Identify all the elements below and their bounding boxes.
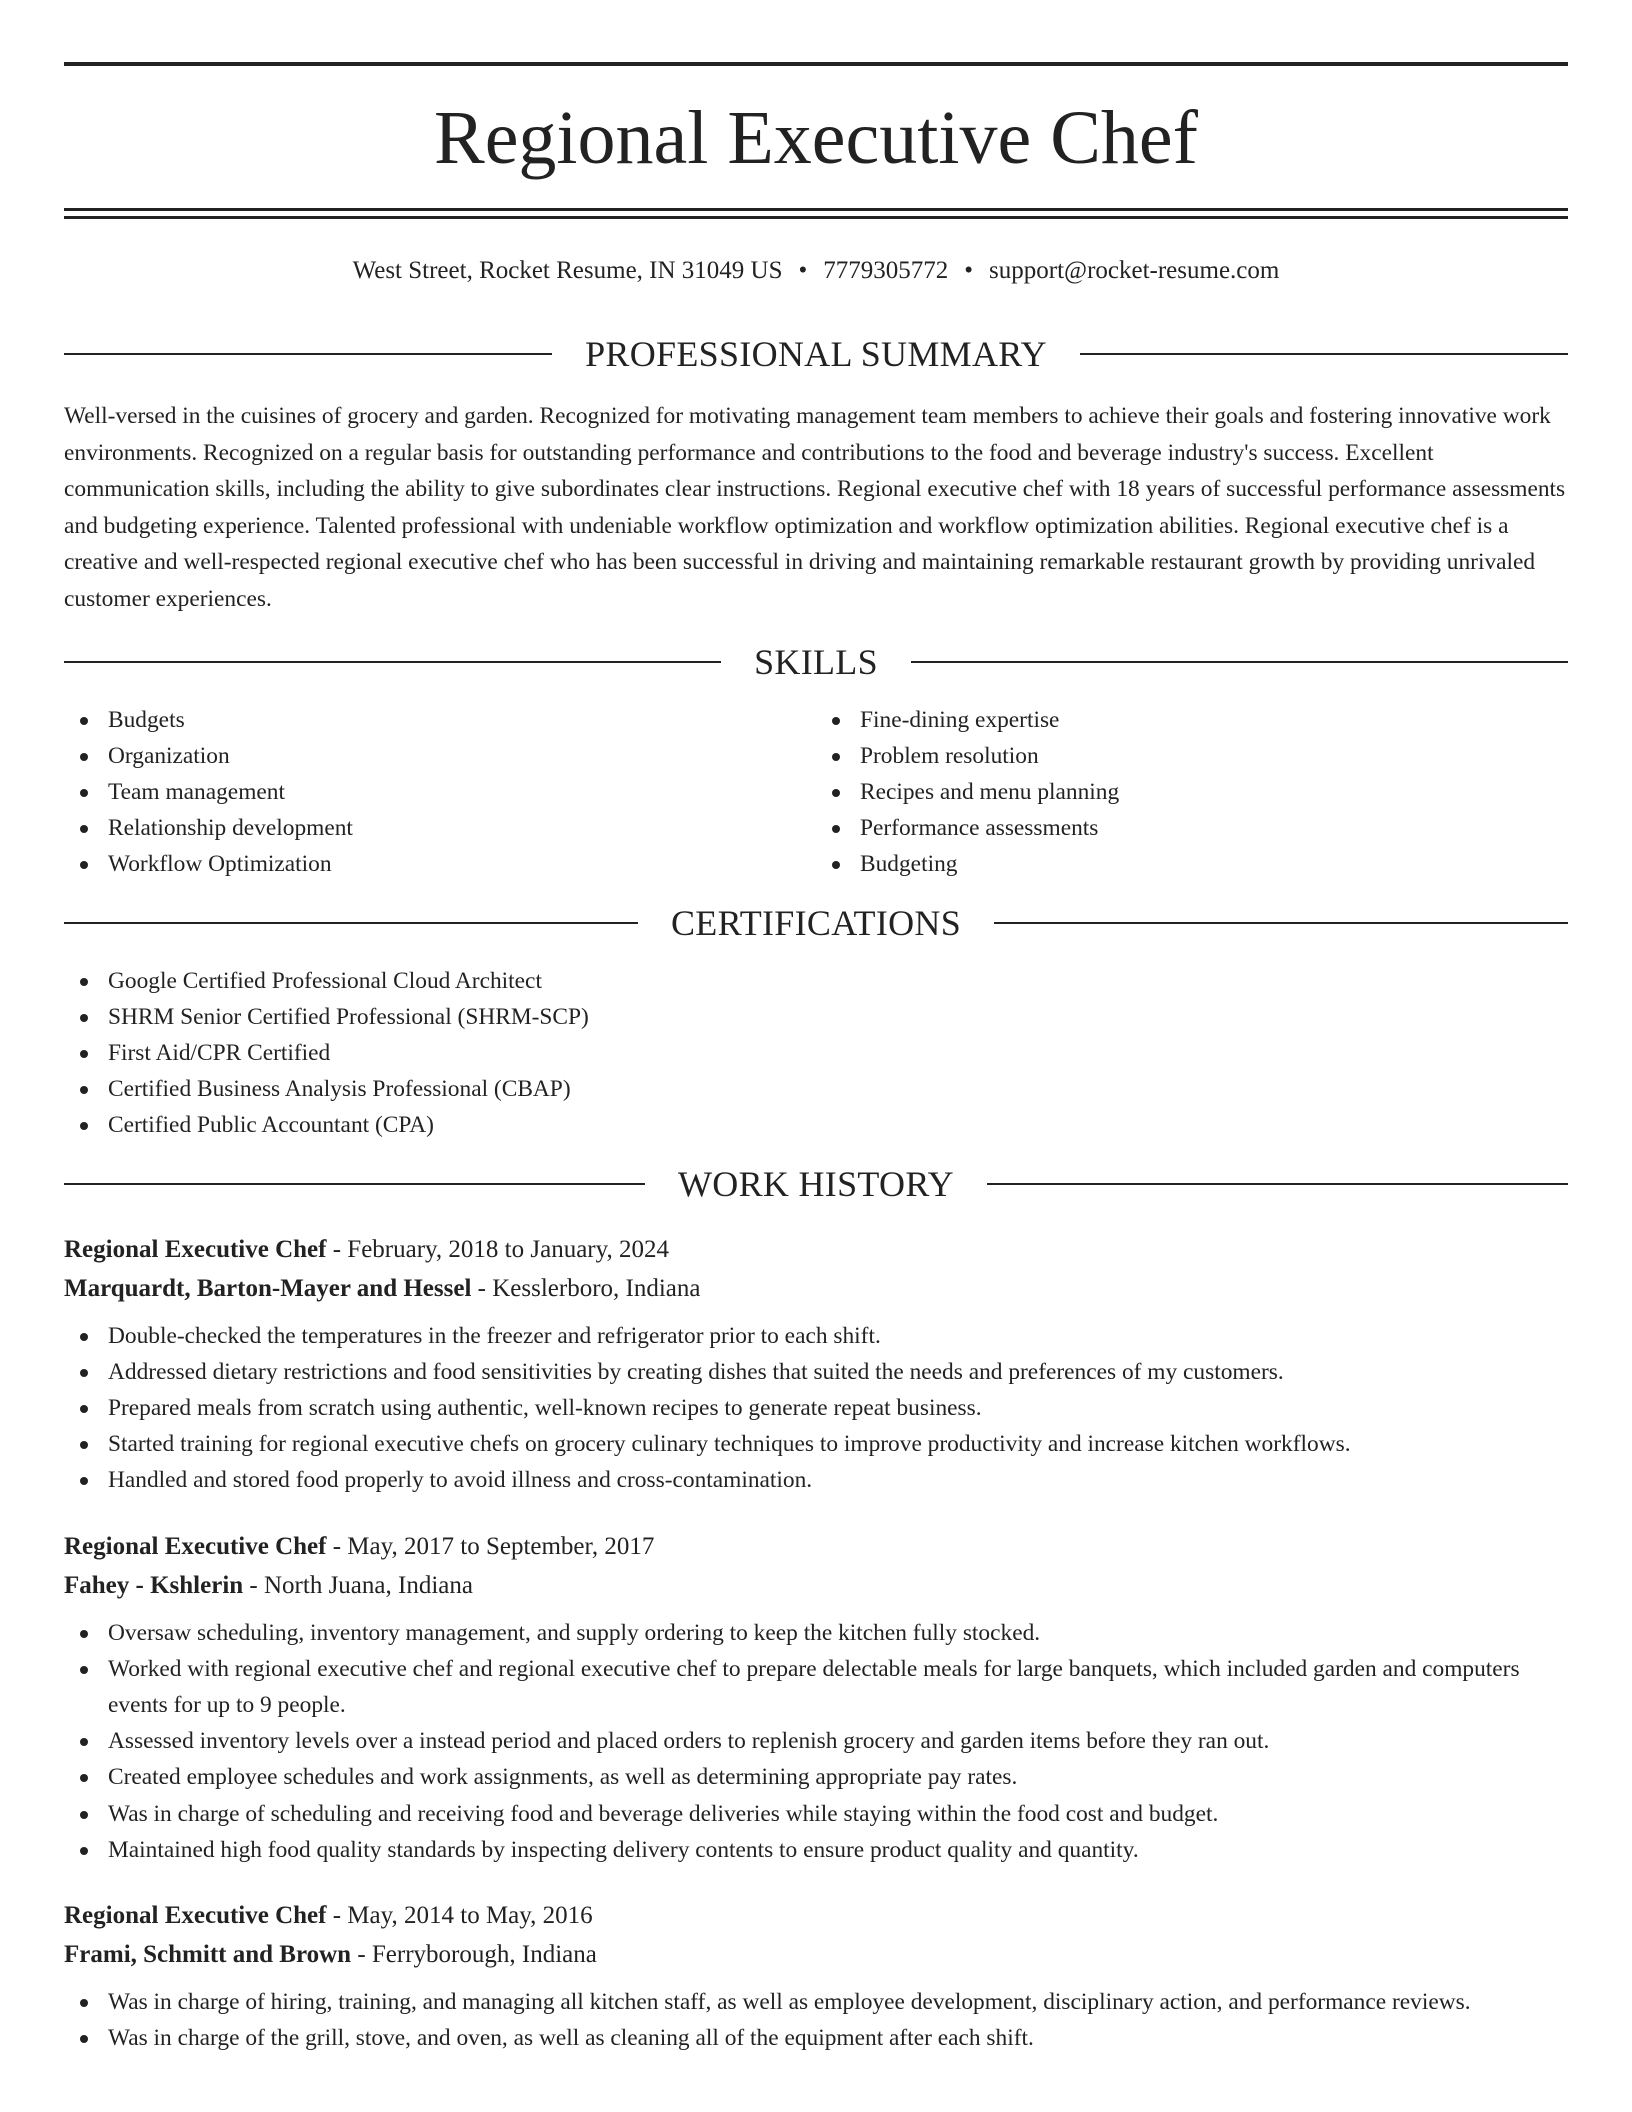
job-title-line [64,1527,1568,1566]
contact-address: West Street, Rocket Resume, IN 31049 US [352,257,783,284]
job-company-line [64,1566,1568,1605]
job-entry [64,1527,1568,1868]
job-duty-item: Double-checked the temperatures in the freezer and refrigerator prior to each shift. [64,1318,1568,1354]
job-company: Fahey - Kshlerin [64,1571,244,1599]
job-duty-item: Handled and stored food properly to avoid illness and cross-contamination. [64,1462,1568,1498]
job-duty-item: Worked with regional executive chef and regional executive chef to prepare delectable meals for large banquets, which included garden and computers events for up to 9 people. [64,1651,1568,1723]
job-title-line [64,1230,1568,1269]
section-rule [911,661,1568,663]
header-rule-double-upper [64,208,1568,211]
job-role: Regional Executive Chef [64,1902,327,1930]
contact-email: support@rocket-resume.com [989,257,1280,284]
section-header-summary [64,326,1568,382]
skills-column-right [816,702,1568,883]
skill-item: Organization [64,738,816,774]
job-duty-item: Was in charge of the grill, stove, and oven, as well as cleaning all of the equipment after each shift. [64,2020,1568,2056]
job-duty-item: Prepared meals from scratch using authentic, well-known recipes to generate repeat business. [64,1390,1568,1426]
section-title: CERTIFICATIONS [670,902,962,943]
job-dates: - May, 2014 to May, 2016 [326,1902,593,1930]
job-duty-item: Assessed inventory levels over a instead period and placed orders to replenish grocery and garden items before they ran out. [64,1723,1568,1759]
job-duty-item: Oversaw scheduling, inventory management, and supply ordering to keep the kitchen fully stocked. [64,1615,1568,1651]
section-title: PROFESSIONAL SUMMARY [585,334,1047,374]
job-duties-list [64,1318,1568,1499]
job-company: Marquardt, Barton-Mayer and Hessel [64,1274,472,1302]
skill-item: Performance assessments [816,810,1568,846]
certifications-list [64,963,1568,1144]
section-rule [64,661,721,663]
certification-item: Google Certified Professional Cloud Architect [64,963,1568,999]
skills-column-left [64,702,816,883]
job-role: Regional Executive Chef [64,1235,327,1263]
section-rule [64,1183,645,1185]
skill-item: Team management [64,774,816,810]
job-dates: - May, 2017 to September, 2017 [326,1532,655,1560]
skill-item: Budgeting [816,846,1568,882]
section-header-work-history [64,1156,1568,1212]
job-duty-item: Created employee schedules and work assignments, as well as determining appropriate pay rates. [64,1759,1568,1795]
skill-item: Problem resolution [816,738,1568,774]
section-header-skills [64,634,1568,690]
section-rule [64,353,552,355]
summary-text: Well-versed in the cuisines of grocery and garden. Recognized for motivating management team members to achieve their goals and fostering innovative work environments. Recognized on a regular basis for outstanding performance and contributions to the food and beverage industry's success. Excellent communication skills, including the ability to give subordinates clear instructions. Regional executive chef with 18 years of successful performance assessments and budgeting experience. Talented professional with undeniable workflow optimization and workflow optimization abilities. Regional executive chef is a creative and well-respected regional executive chef who has been successful in driving and maintaining remarkable restaurant growth by providing unrivaled customer experiences. [64,403,1566,612]
job-entry [64,1896,1568,2056]
section-header-certifications [64,895,1568,951]
job-company-line [64,1269,1568,1308]
contact-line [64,254,1568,288]
resume-body [64,326,1568,2056]
skill-item: Relationship development [64,810,816,846]
header-rule-top [64,62,1568,66]
job-entry [64,1230,1568,1499]
job-role: Regional Executive Chef [64,1532,327,1560]
contact-phone: 7779305772 [823,257,949,284]
work-history-list [64,1230,1568,2057]
job-duty-item: Addressed dietary restrictions and food sensitivities by creating dishes that suited the needs and preferences of my customers. [64,1354,1568,1390]
section-title: WORK HISTORY [678,1163,954,1204]
job-duty-item: Was in charge of scheduling and receiving food and beverage deliveries while staying within the food cost and budget. [64,1796,1568,1832]
job-duty-item: Started training for regional executive chefs on grocery culinary techniques to improve productivity and increase kitchen workflows. [64,1426,1568,1462]
job-dates: - February, 2018 to January, 2024 [326,1235,669,1263]
contact-separator: • [964,257,974,284]
certification-item: Certified Business Analysis Professional (CBAP) [64,1071,1568,1107]
section-rule [994,922,1568,924]
skills-list [64,702,1568,883]
certification-item: Certified Public Accountant (CPA) [64,1107,1568,1143]
job-company-line [64,1935,1568,1974]
job-duty-item: Maintained high food quality standards by inspecting delivery contents to ensure product quality and quantity. [64,1832,1568,1868]
section-rule [987,1183,1568,1185]
section-rule [64,922,638,924]
job-location: - North Juana, Indiana [243,1571,473,1599]
section-rule [1080,353,1568,355]
section-title: SKILLS [754,641,878,682]
job-location: - Kesslerboro, Indiana [471,1274,701,1302]
contact-separator: • [798,257,808,284]
skill-item: Fine-dining expertise [816,702,1568,738]
skill-item: Workflow Optimization [64,846,816,882]
header-rule-double-lower [64,216,1568,219]
job-duty-item: Was in charge of hiring, training, and managing all kitchen staff, as well as employee development, disciplinary action, and performance reviews. [64,1984,1568,2020]
job-duties-list [64,1615,1568,1868]
job-company: Frami, Schmitt and Brown [64,1941,352,1969]
skill-item: Budgets [64,702,816,738]
job-location: - Ferryborough, Indiana [351,1941,597,1969]
certification-item: SHRM Senior Certified Professional (SHRM-SCP) [64,999,1568,1035]
skill-item: Recipes and menu planning [816,774,1568,810]
job-duties-list [64,1984,1568,2056]
resume-title: Regional Executive Chef [434,96,1198,180]
job-title-line [64,1896,1568,1935]
certification-item: First Aid/CPR Certified [64,1035,1568,1071]
